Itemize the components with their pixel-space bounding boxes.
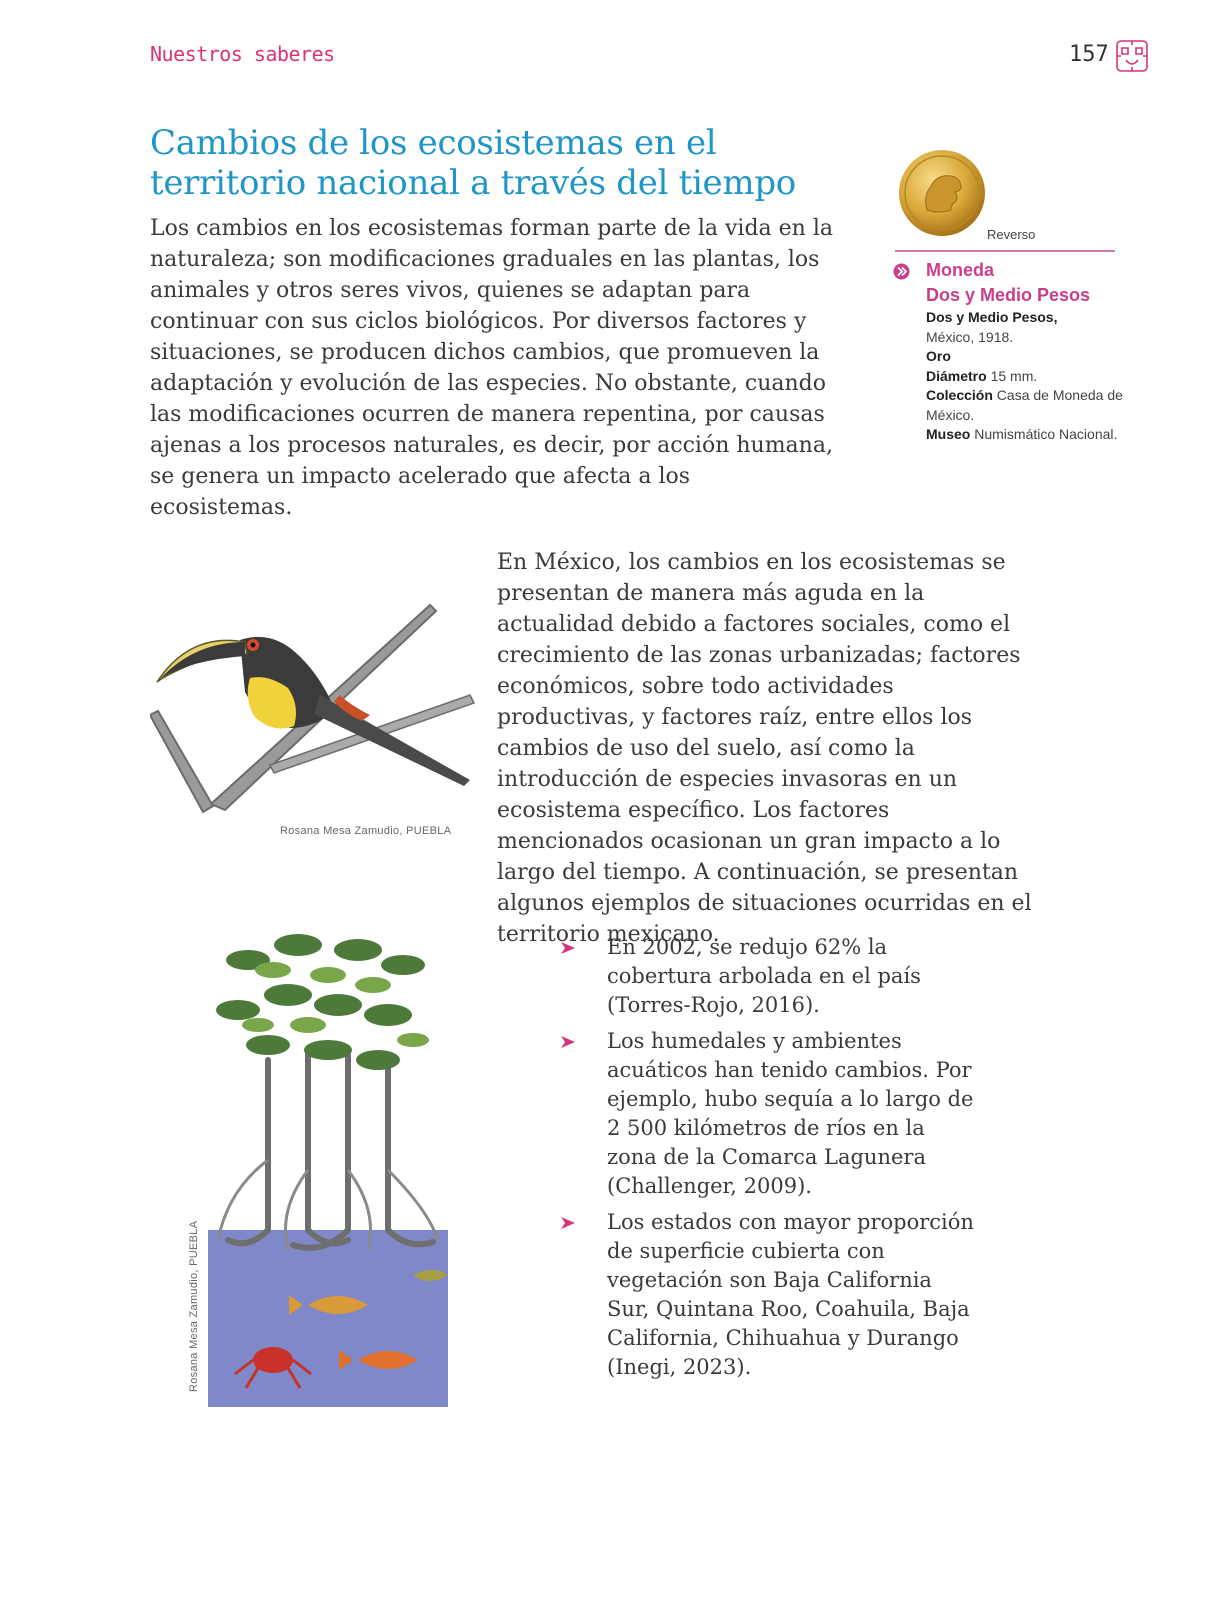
coin-caption: Reverso bbox=[987, 227, 1036, 242]
coin-material: Oro bbox=[926, 348, 951, 364]
aztec-ornament-icon bbox=[1114, 38, 1150, 74]
arrowhead-bullet-icon bbox=[560, 941, 576, 955]
list-item: Los humedales y ambientes acuáticos han tenido cambios. Por ejemplo, hubo sequía a lo largo de 2 500 kilómetros de ríos en la zona de la Comarca Lagunera (Challenger, 2009). bbox=[560, 1027, 980, 1201]
gold-coin-image bbox=[897, 148, 987, 238]
body-paragraph: En México, los cambios en los ecosistemas se presentan de manera más aguda en la actualidad debido a factores sociales, como el crecimiento de las zonas urbanizadas; factores económicos, sobre todo actividades productivas, y factores raíz, entre ellos los cambios de uso del suelo, así como la introducción de especies invasoras en un ecosistema específico. Los factores mencionados ocasionan un gran impacto a lo largo del tiempo. A continuación, se presentan algunos ejemplos de situaciones ocurridas en el territorio mexicano. bbox=[497, 550, 1032, 947]
toucan-credit: Rosana Mesa Zamudio, PUEBLA bbox=[280, 825, 452, 837]
coin-collection: Colección Casa de Moneda de México. bbox=[926, 387, 1123, 423]
page-number: 157 bbox=[1069, 42, 1109, 67]
list-item: En 2002, se redujo 62% la cobertura arbolada en el país (Torres-Rojo, 2016). bbox=[560, 933, 980, 1020]
intro-paragraph: Los cambios en los ecosistemas forman parte de la vida en la naturaleza; son modificaciones graduales en las plantas, los animales y otros seres vivos, quienes se adaptan para continuar con sus ciclos biológicos. Por diversos factores y situaciones, se producen dichos cambios, que promueven la adaptación y evolución de las especies. No obstante, cuando las modificaciones ocurren de manera repentina, por causas ajenas a los procesos naturales, es decir, por acción humana, se genera un impacto acelerado que afecta a los ecosistemas. bbox=[150, 216, 833, 520]
page-title bbox=[150, 123, 870, 203]
toucan-illustration bbox=[150, 600, 480, 820]
coin-place-year: México, 1918. bbox=[926, 328, 1014, 345]
coin-divider bbox=[895, 250, 1115, 252]
title-line-2: territorio nacional a través del tiempo bbox=[150, 163, 796, 203]
card-heading-1: Moneda bbox=[926, 260, 995, 280]
coin-name: Dos y Medio Pesos, bbox=[926, 309, 1058, 325]
chevron-circle-icon bbox=[893, 263, 910, 280]
mangrove-illustration bbox=[208, 920, 448, 1407]
section-label: Nuestros saberes bbox=[150, 42, 335, 66]
title-line-1: Cambios de los ecosistemas en el bbox=[150, 123, 717, 163]
arrowhead-bullet-icon bbox=[560, 1035, 576, 1049]
fact-list bbox=[560, 933, 980, 1389]
coin-info-card bbox=[893, 258, 1123, 445]
mangrove-credit: Rosana Mesa Zamudio, PUEBLA bbox=[188, 1220, 200, 1392]
arrowhead-bullet-icon bbox=[560, 1216, 576, 1230]
list-item: Los estados con mayor proporción de superficie cubierta con vegetación son Baja California Sur, Quintana Roo, Coahuila, Baja California, Chihuahua y Durango (Inegi, 2023). bbox=[560, 1208, 980, 1382]
coin-museum: Museo Numismático Nacional. bbox=[926, 426, 1118, 442]
card-heading-2: Dos y Medio Pesos bbox=[926, 285, 1091, 305]
coin-diameter: Diámetro 15 mm. bbox=[926, 367, 1038, 384]
